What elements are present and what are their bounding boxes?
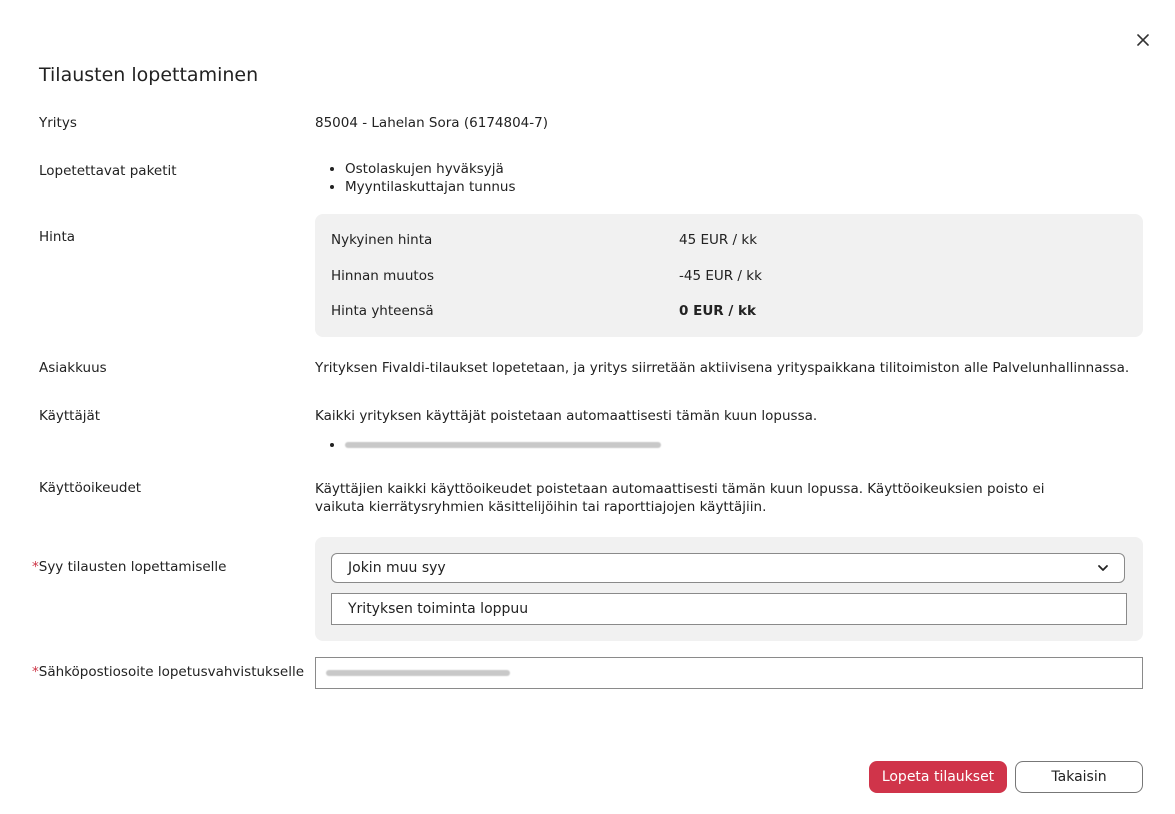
required-marker: * [32,559,39,575]
price-row-value: 45 EUR / kk [679,232,758,248]
customership-value: Yrityksen Fivaldi-tilaukset lopetetaan, ja yritys siirretään aktiivisena yrityspaikkana tilitoimiston alle Palvelunhallinnassa. [315,360,1130,376]
users-list [315,436,661,454]
price-total-value: 0 EUR / kk [679,303,756,319]
reason-select[interactable] [331,553,1125,583]
reason-label-text: Syy tilausten lopettamiselle [38,559,227,575]
close-button[interactable] [1133,30,1153,50]
email-label [32,664,305,680]
users-label: Käyttäjät [39,408,101,424]
end-subscriptions-button[interactable]: Lopeta tilaukset [869,761,1007,793]
user-item-redacted [345,436,661,454]
reason-text-value: Yrityksen toiminta loppuu [348,601,529,617]
reason-select-value: Jokin muu syy [348,560,446,576]
rights-label: Käyttöoikeudet [39,480,142,496]
reason-label [32,559,227,575]
price-row-key: Nykyinen hinta [331,232,433,248]
dialog-title: Tilausten lopettaminen [39,64,259,86]
reason-text-input[interactable] [331,593,1127,625]
customership-label: Asiakkuus [39,360,107,376]
users-value: Kaikki yrityksen käyttäjät poistetaan automaattisesti tämän kuun lopussa. [315,408,818,424]
company-label: Yritys [39,115,77,131]
rights-value: Käyttäjien kaikki käyttöoikeudet poistetaan automaattisesti tämän kuun lopussa. Käyttöoikeuksien poisto ei vaikuta kierrätysryhmien käsittelijöihin tai raporttiajojen käyttäjiin. [315,481,1045,515]
chevron-down-icon [1096,561,1110,575]
email-input[interactable] [315,657,1143,689]
back-button[interactable]: Takaisin [1015,761,1143,793]
email-label-text: Sähköpostiosoite lopetusvahvistukselle [38,664,305,680]
price-panel [315,214,1143,337]
package-item: • Ostolaskujen hyväksyjä [345,160,516,178]
reason-panel [315,537,1143,641]
price-row-key: Hinta yhteensä [331,303,434,319]
company-value: 85004 - Lahelan Sora (6174804-7) [315,115,548,131]
price-row-key: Hinnan muutos [331,268,434,284]
redacted-text [345,442,661,448]
packages-label: Lopetettavat paketit [39,163,177,179]
price-row-value: -45 EUR / kk [679,268,762,284]
packages-list [315,160,516,196]
price-label: Hinta [39,229,76,245]
package-item: • Myyntilaskuttajan tunnus [345,178,516,196]
redacted-text [326,670,510,676]
required-marker: * [32,664,39,680]
close-icon [1137,34,1149,46]
